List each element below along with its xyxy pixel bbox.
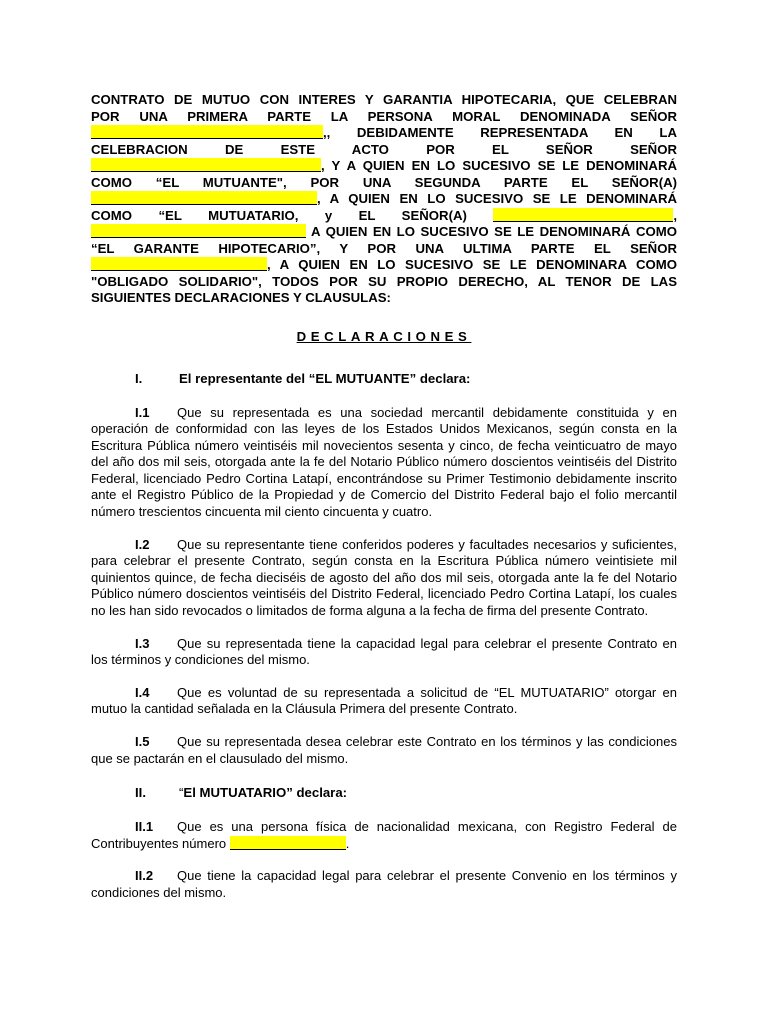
clause-text: Que su representada es una sociedad mercantil debidamente constituida y en operación de conformidad con las leyes de los Estados Unidos Mexicanos, según consta en la Escritura Pública número veintiséis mil novecientos sesenta y cinco, de fecha veinticuatro de mayo del año dos mil seis, otorgada ante la fe del Notario Público número doscientos veintiséis del Distrito Federal, licenciado Pedro Cortina Latapí, encontrándose su Primer Testimonio debidamente inscrito ante el Registro Público de la Propiedad y de Comercio del Distrito Federal bajo el folio mercantil número trescientos cincuenta mil ciento cincuenta y cuatro.	[91, 404, 677, 520]
clause-paragraph	[91, 734, 677, 767]
preamble-text: , A QUIEN EN LO SUCESIVO SE LE DENOMINARA COMO	[267, 257, 677, 272]
rfc-blank-field[interactable]	[230, 836, 346, 850]
preamble-text: , Y A QUIEN EN LO SUCESIVO SE LE DENOMINARÁ	[321, 158, 677, 173]
clause-paragraph	[91, 636, 677, 669]
preamble-text: , A QUIEN EN LO SUCESIVO SE LE DENOMINARÁ	[317, 191, 677, 206]
blank-field[interactable]	[91, 125, 323, 139]
blank-field[interactable]	[91, 191, 317, 205]
preamble-line	[91, 224, 677, 241]
document-body	[91, 92, 677, 902]
section-number: II.	[135, 785, 146, 801]
blank-field[interactable]	[91, 158, 321, 172]
clause-number: I.5	[135, 734, 150, 749]
section-title: El representante del “EL MUTUANTE” declara:	[179, 370, 471, 386]
preamble-line	[91, 191, 677, 208]
preamble-line: "OBLIGADO SOLIDARIO", TODOS POR SU PROPIO DERECHO, AL TENOR DE LAS	[91, 273, 677, 289]
blank-field[interactable]	[91, 224, 306, 238]
clause-number: I.4	[135, 684, 150, 700]
blank-field[interactable]	[493, 208, 673, 222]
preamble-line: COMO “EL MUTUANTE", POR UNA SEGUNDA PARTE EL SEÑOR(A)	[91, 174, 677, 190]
preamble-line: SIGUIENTES DECLARACIONES Y CLAUSULAS:	[91, 290, 391, 305]
blank-field[interactable]	[91, 257, 267, 271]
contract-preamble	[91, 92, 677, 307]
clause-number: II.2	[135, 868, 154, 884]
clause-number: I.2	[135, 536, 150, 552]
preamble-line: “EL GARANTE HIPOTECARIO”, Y POR UNA ULTIMA PARTE EL SEÑOR	[91, 240, 677, 256]
preamble-text: COMO “EL MUTUATARIO, y EL SEÑOR(A)	[91, 207, 467, 223]
section-number: I.	[135, 370, 143, 386]
preamble-text: A QUIEN EN LO SUCESIVO SE LE DENOMINARÁ COMO	[311, 224, 677, 239]
clause-text: Que es voluntad de su representada a solicitud de “EL MUTUATARIO” otorgar en mutuo la cantidad señalada en la Cláusula Primera del presente Contrato.	[91, 684, 677, 717]
preamble-line: CELEBRACION DE ESTE ACTO POR EL SEÑOR SEÑOR	[91, 141, 677, 157]
declarations-heading: DECLARACIONES	[296, 328, 472, 344]
clause-paragraph	[91, 868, 677, 901]
preamble-line	[91, 208, 677, 225]
clause-text: Que su representante tiene conferidos poderes y facultades necesarios y suficientes, para celebrar el presente Contrato, según consta en la Escritura Pública número veintisiete mil quinientos quince, de fecha dieciséis de agosto del año dos mil seis, otorgada ante la fe del Notario Público número doscientos veintiséis del Distrito Federal, licenciado Pedro Cortina Latapí, los cuales no les han sido revocados o limitados de forma alguna a la fecha de firma del presente Contrato.	[91, 536, 677, 619]
section-heading-2	[91, 785, 677, 801]
clause-text: Que su representada tiene la capacidad legal para celebrar el presente Contrato en los términos y condiciones del mismo.	[91, 635, 677, 668]
clause-paragraph	[91, 819, 677, 852]
clause-paragraph	[91, 405, 677, 521]
clause-paragraph	[91, 685, 677, 718]
clause-number: I.3	[135, 635, 150, 651]
preamble-line: CONTRATO DE MUTUO CON INTERES Y GARANTIA HIPOTECARIA, QUE CELEBRAN	[91, 92, 677, 107]
clause-text-tail: .	[345, 835, 350, 851]
clause-text: Que tiene la capacidad legal para celebrar el presente Convenio en los términos y condiciones del mismo.	[91, 868, 677, 900]
clause-paragraph	[91, 537, 677, 620]
preamble-text: ,	[673, 207, 677, 223]
preamble-text: ,, DEBIDAMENTE REPRESENTADA EN LA	[323, 125, 677, 140]
preamble-line: POR UNA PRIMERA PARTE LA PERSONA MORAL DENOMINADA SEÑOR	[91, 108, 677, 124]
clause-number: II.1	[135, 819, 154, 835]
preamble-line	[91, 125, 677, 142]
preamble-line	[91, 158, 677, 175]
section-title-quote: “	[179, 785, 184, 801]
clause-text: Que su representada desea celebrar este Contrato en los términos y las condiciones que se pactarán en el clausulado del mismo.	[91, 734, 677, 766]
section-title: El MUTUATARIO” declara:	[183, 785, 348, 801]
clause-text: Que es una persona física de nacionalidad mexicana, con Registro Federal de Contribuyentes número	[91, 819, 677, 851]
section-heading-1	[91, 371, 677, 387]
preamble-line	[91, 257, 677, 274]
clause-number: I.1	[135, 404, 150, 420]
